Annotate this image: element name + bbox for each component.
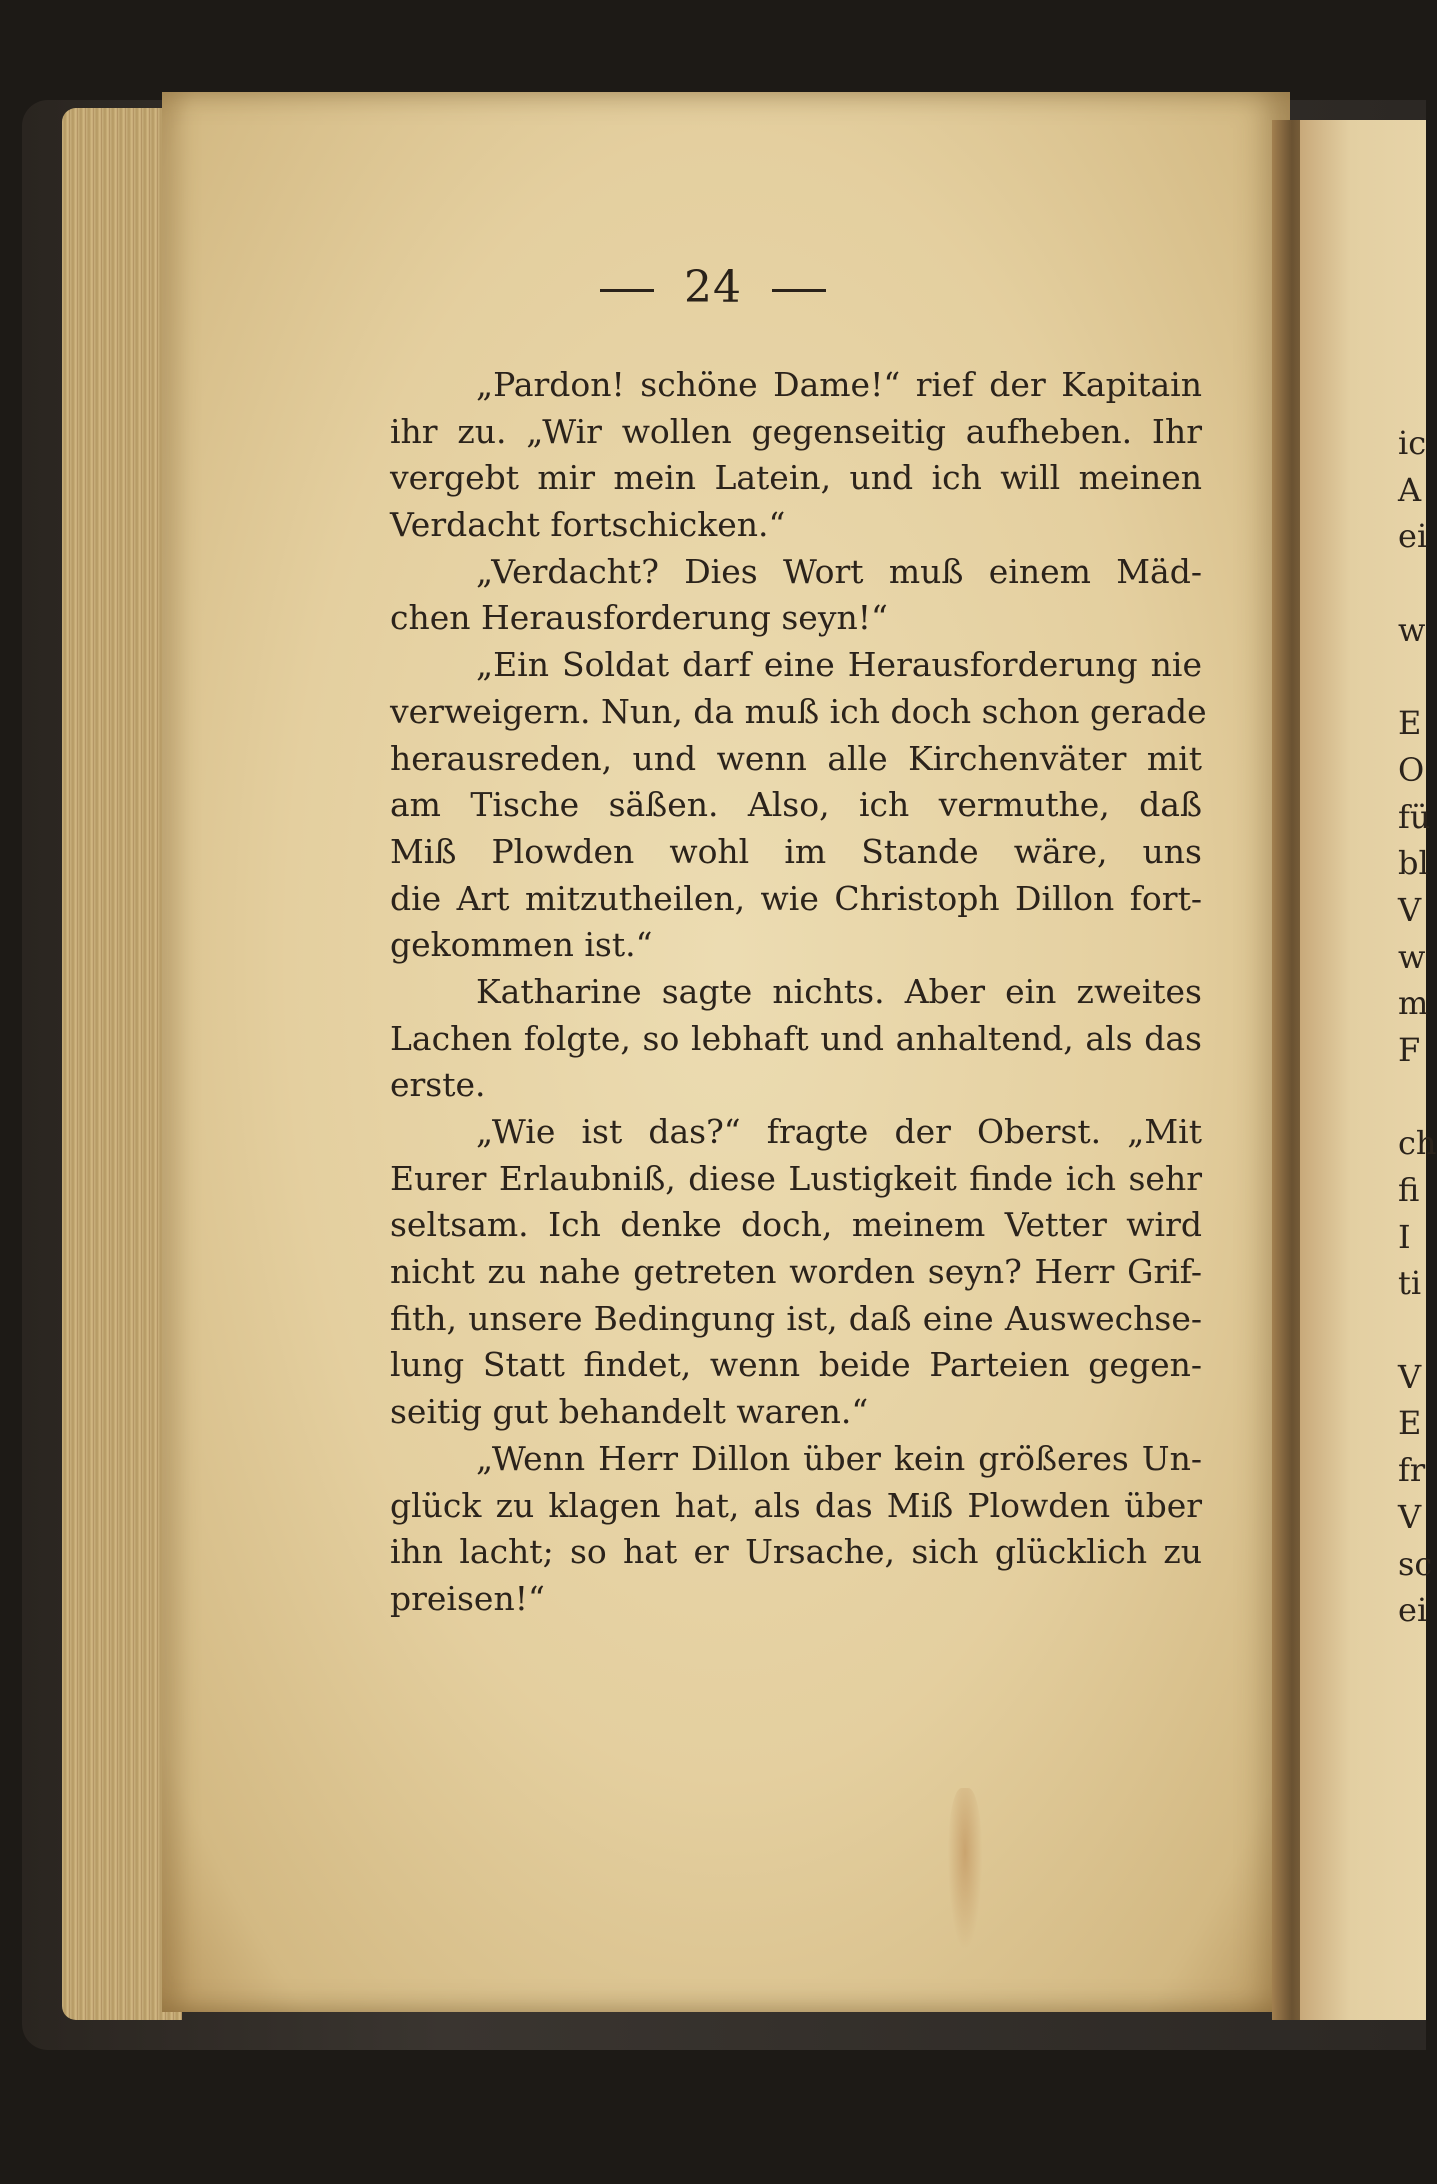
paragraph <box>390 1436 1202 1623</box>
text-line: nicht zu nahe getreten worden seyn? Herr Grif- <box>390 1252 1202 1292</box>
text-line: vergebt mir mein Latein, und ich will meinen <box>390 458 1202 498</box>
right-page-fragment: fr <box>1398 1451 1426 1490</box>
text-line: Eurer Erlaubniß, diese Lustigkeit finde ich sehr <box>390 1158 1202 1198</box>
text-line: seitig gut behandelt waren.“ <box>390 1392 869 1432</box>
text-line: „Pardon! schöne Dame!“ rief der Kapitain <box>476 365 1202 404</box>
body-text <box>390 362 1207 1623</box>
right-page-fragment <box>1398 560 1426 607</box>
right-page-fragment <box>1398 1307 1426 1354</box>
text-line: chen Herausforderung seyn!“ <box>390 598 888 638</box>
text-line: fith, unsere Bedingung ist, daß eine Auswechse- <box>390 1298 1202 1338</box>
text-line: ihr zu. „Wir wollen gegenseitig aufheben. Ihr <box>390 411 1202 451</box>
text-line: „Ein Soldat darf eine Herausforderung nie <box>476 645 1202 685</box>
right-page-fragment: F <box>1398 1030 1421 1069</box>
right-page-fragment: ei <box>1398 517 1428 556</box>
text-line: Miß Plowden wohl im Stande wäre, uns <box>390 831 1202 871</box>
right-page-fragment: bl <box>1398 844 1429 883</box>
paragraph <box>390 1109 1202 1436</box>
text-line: „Verdacht? Dies Wort muß einem Mäd- <box>476 551 1202 591</box>
right-page-fragment: V <box>1398 890 1422 929</box>
right-page-fragment: ti <box>1398 1264 1422 1303</box>
right-page-fragment: ch <box>1398 1124 1437 1163</box>
right-page-fragment: fi <box>1398 1171 1420 1209</box>
right-page-text-fragments <box>1398 420 1437 1634</box>
right-page-fragment <box>1398 1074 1426 1121</box>
paragraph <box>390 969 1202 1109</box>
text-line: Lachen folgte, so lebhaft und anhaltend, als das <box>390 1018 1202 1058</box>
right-page-fragment: O <box>1398 750 1425 789</box>
right-page-fragment: E <box>1398 1404 1422 1443</box>
text-line: glück zu klagen hat, als das Miß Plowden über <box>390 1485 1202 1525</box>
text-line: am Tische säßen. Also, ich vermuthe, daß <box>390 785 1202 825</box>
paragraph <box>390 549 1202 642</box>
text-line: „Wenn Herr Dillon über kein größeres Un- <box>476 1438 1202 1478</box>
right-page-fragment: E <box>1398 704 1422 743</box>
right-page-fragment: fü <box>1398 797 1431 836</box>
page-number-dash-left <box>600 289 654 292</box>
page-number <box>0 262 1426 313</box>
text-line: lung Statt findet, wenn beide Parteien gegen- <box>390 1345 1202 1385</box>
right-page-fragment: V <box>1398 1497 1422 1536</box>
paper-stain <box>948 1788 982 1948</box>
page-number-dash-right <box>772 289 826 292</box>
right-page-fragment: w <box>1398 610 1426 649</box>
text-line: ihn lacht; so hat er Ursache, sich glücklich zu <box>390 1532 1202 1572</box>
right-page-fragment <box>1398 653 1426 700</box>
text-line: erste. <box>390 1065 486 1105</box>
right-page-fragment: ic <box>1398 424 1427 462</box>
right-page-fragment: m <box>1398 984 1429 1023</box>
text-line: „Wie ist das?“ fragte der Oberst. „Mit <box>476 1112 1202 1151</box>
text-line: Katharine sagte nichts. Aber ein zweites <box>476 971 1202 1011</box>
text-line: verweigern. Nun, da muß ich doch schon gerade <box>390 691 1207 731</box>
page-number-value: 24 <box>684 262 742 313</box>
text-line: Verdacht fortschicken.“ <box>390 505 786 545</box>
right-page-fragment: ei <box>1398 1591 1428 1630</box>
right-page-fragment: A <box>1398 470 1422 509</box>
text-line: herausreden, und wenn alle Kirchenväter mit <box>390 738 1202 778</box>
text-line: preisen!“ <box>390 1578 545 1618</box>
text-line: die Art mitzutheilen, wie Christoph Dillon fort- <box>390 878 1202 918</box>
text-line: seltsam. Ich denke doch, meinem Vetter wird <box>390 1205 1202 1245</box>
right-page-fragment: sc <box>1398 1544 1433 1583</box>
paragraph <box>390 362 1202 549</box>
right-page-fragment: V <box>1398 1357 1422 1396</box>
right-page-fragment: w <box>1398 937 1426 976</box>
text-line: gekommen ist.“ <box>390 925 653 965</box>
paragraph <box>390 642 1207 969</box>
right-page-fragment: I <box>1398 1217 1411 1256</box>
